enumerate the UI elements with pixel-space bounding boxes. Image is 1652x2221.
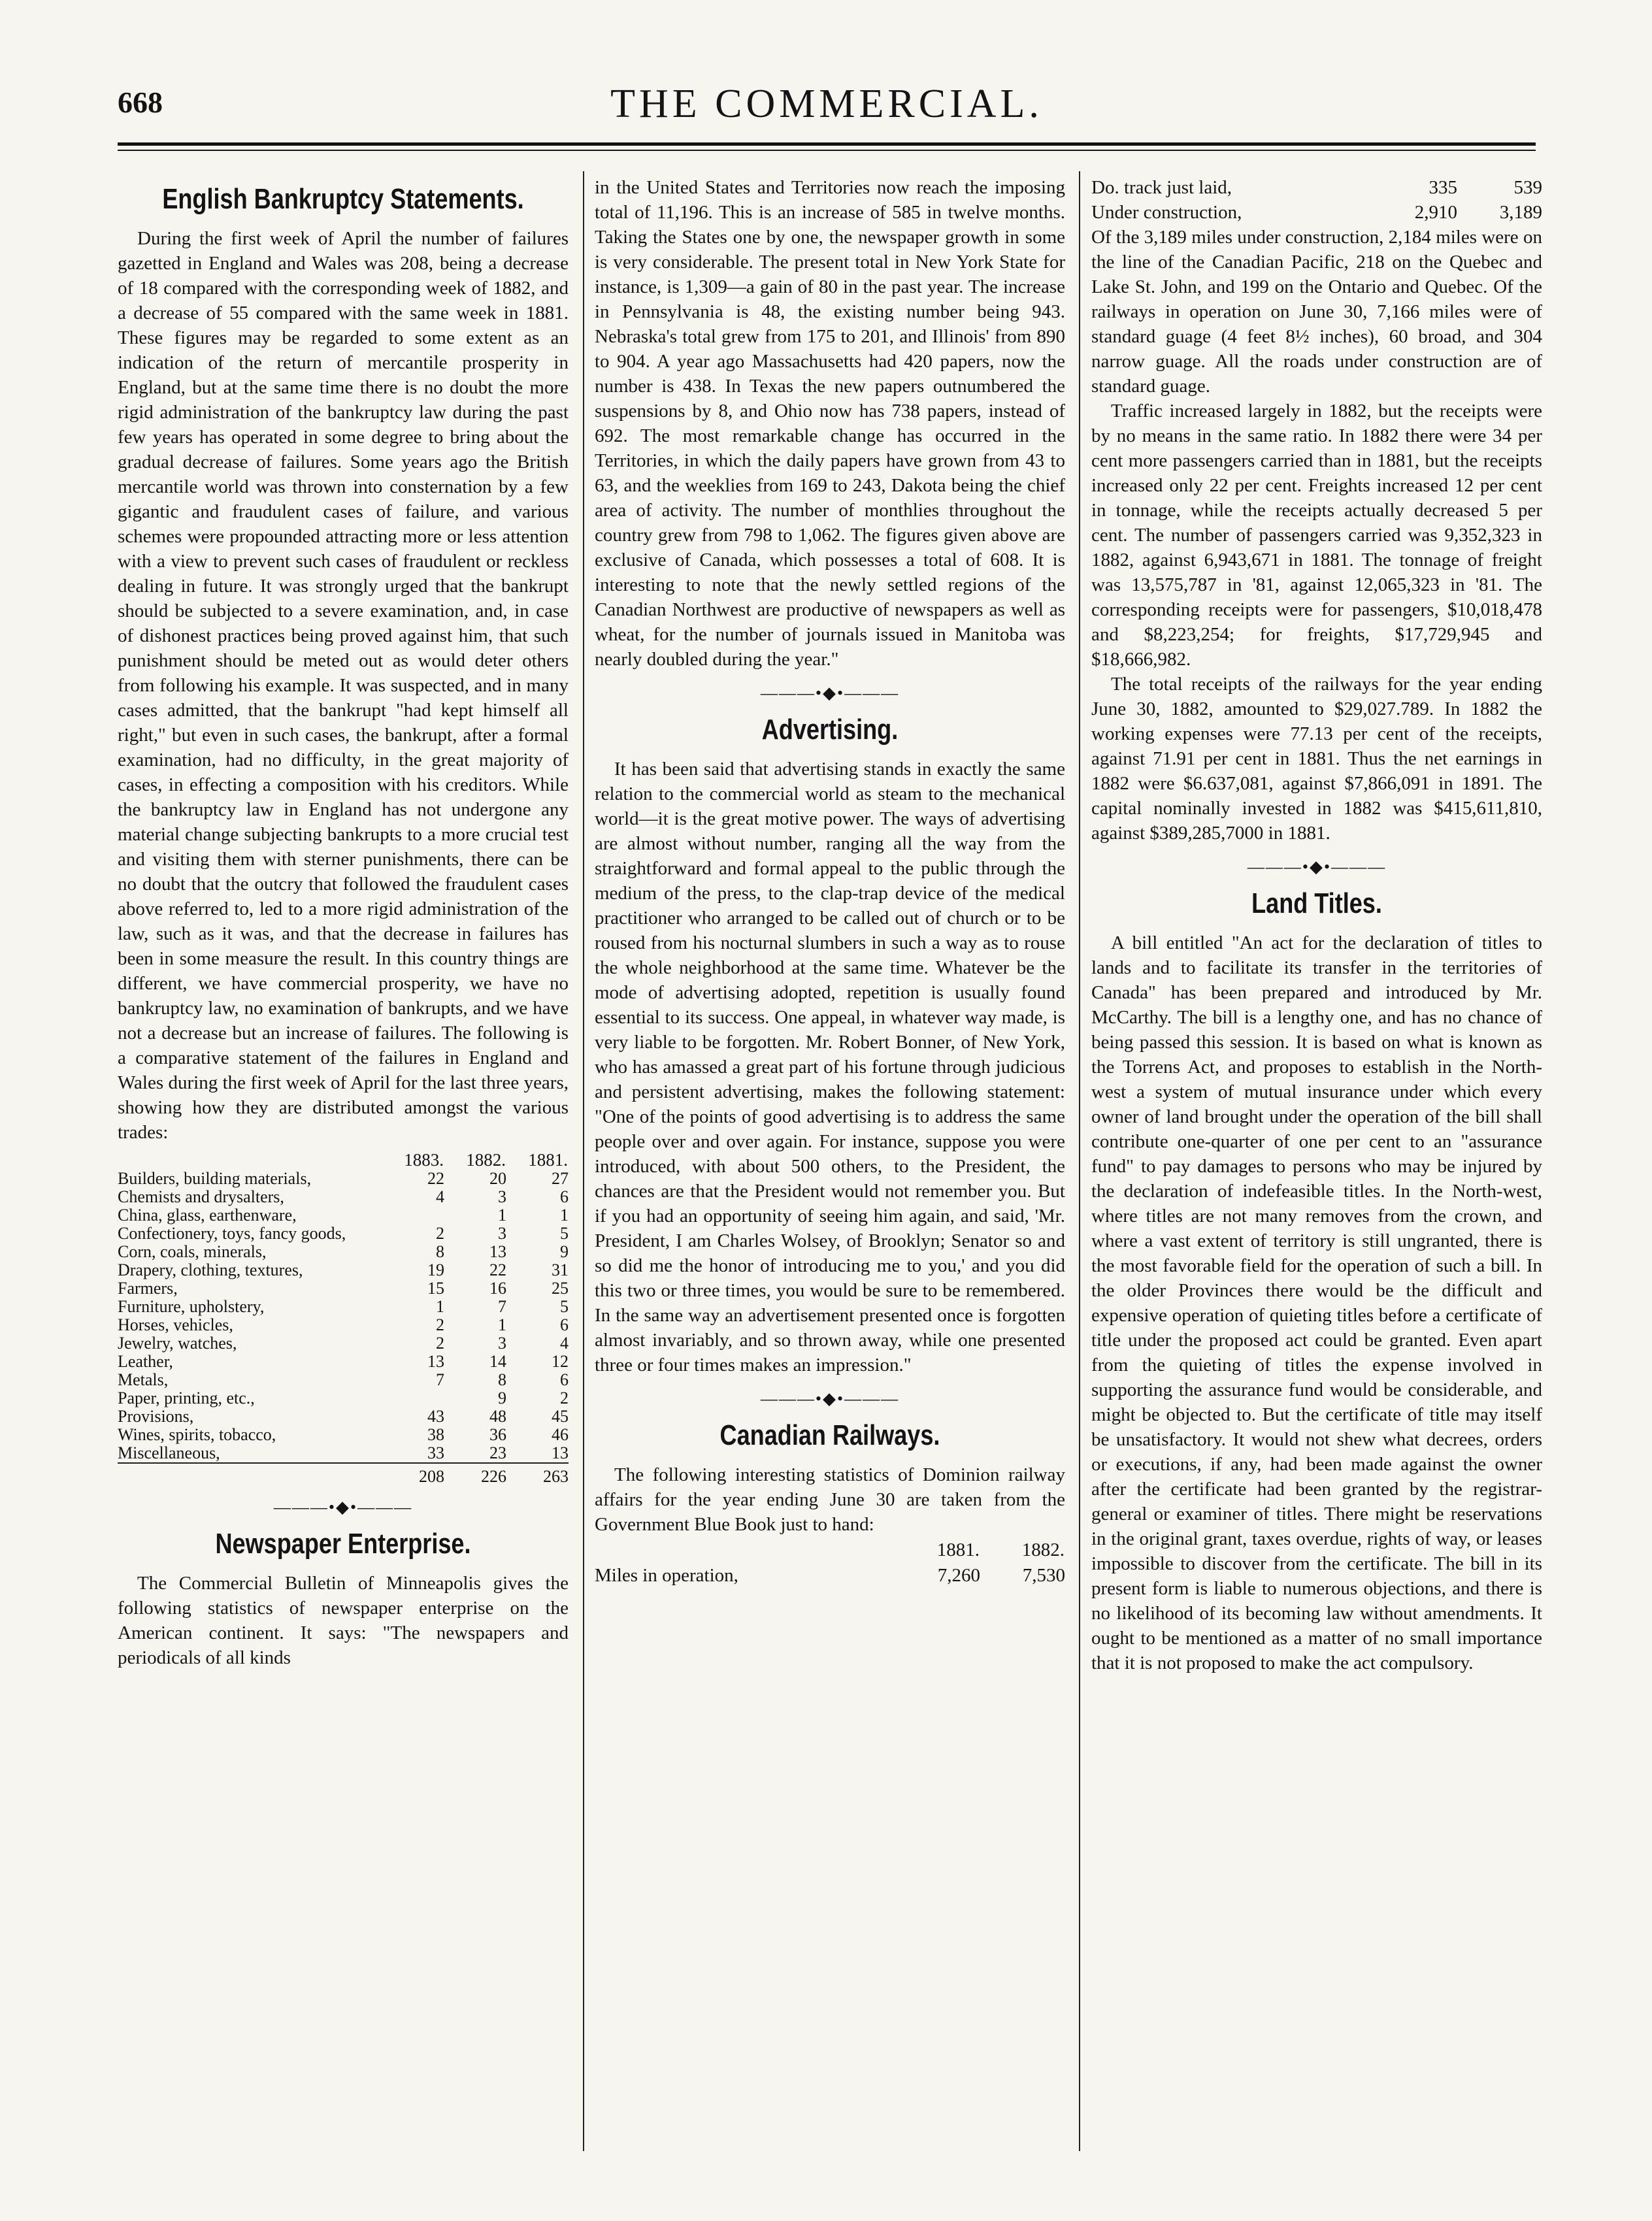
failure-count: 6 [560,1187,569,1206]
trade-name: China, glass, earthenware, [118,1206,297,1225]
trade-name: Paper, printing, etc., [118,1389,255,1407]
newspaper-paragraph-start: The Commercial Bulletin of Minneapolis gives the following statistics of newspaper enterprise on the American continent. It says: "The newspapers and periodicals of all kinds [118,1573,569,1668]
table-row [118,1279,569,1298]
table-row [118,1353,569,1371]
failure-count: 15 [427,1279,444,1298]
total-cell: 226 [444,1463,506,1486]
year-header: 1882. [466,1150,506,1170]
failure-count: 16 [489,1279,506,1298]
failure-count: 13 [489,1242,506,1261]
railway-row-label: Under construction, [1091,202,1242,223]
column-divider-2 [1079,171,1080,2151]
total-cell: 263 [506,1463,569,1486]
newspaper-paragraph-continued: in the United States and Territories now reach the imposing total of 11,196. This is an increase of 585 in twelve months. Taking the States one by one, the newspaper growth in some is very considerable. The present total in New York State for instance, is 1,309—a gain of 80 in the past year. The increase in Pennsylvania is 48, the existing number being 943. Nebraska's total grew from 175 to 201, and Illinois' from 890 to 904. A year ago Massachusetts had 420 papers, now the number is 438. In Texas the new papers outnumbered the suspensions by 8, and Ohio now has 738 papers, instead of 692. The most remarkable change has occurred in the Territories, in which the daily papers have grown from 43 to 63, and the weeklies from 169 to 243, Dakota being the chief area of activity. The number of monthlies throughout the country grew from 798 to 1,062. The figures given above are exclusive of Canada, which possesses a total of 608. It is interesting to note that the newly settled regions of the Canadian Northwest are productive of newspapers as well as wheat, for the number of journals issued in Manitoba was nearly doubled during the year." [595,177,1065,670]
railway-cell: 7,260 [937,1565,980,1586]
year-header: 1881. [936,1539,980,1560]
failure-count: 1 [498,1206,506,1225]
header-rule-thick [118,142,1536,146]
trade-name: Drapery, clothing, textures, [118,1260,303,1279]
railways-paragraph-4: The total receipts of the railways for the year ending June 30, 1882, amounted to $29,027.789. In 1882 the working expenses were 77.13 per cent of the receipts, against 71.91 per cent in 1881. Thus the net earnings in 1882 were $6.637,081, against $7,866,091 in 1891. The capital nominally invested in 1882 was $415,611,810, against $389,285,7000 in 1881. [1091,674,1542,844]
table-row [118,1444,569,1463]
railway-row-label: Miles in operation, [595,1565,738,1586]
column-divider-1 [583,171,584,2151]
failure-count: 3 [498,1334,506,1353]
table-row [118,1225,569,1243]
failure-count: 19 [427,1260,444,1279]
failure-count: 6 [560,1370,569,1389]
failure-count: 13 [552,1443,569,1462]
railway-row [1091,175,1542,200]
trade-name: Miscellaneous, [118,1443,220,1462]
bankruptcy-paragraph: During the first week of April the number of failures gazetted in England and Wales was 208, being a decrease of 18 compared with the corresponding week of 1882, and a decrease of 55 compared with the same week in 1881. These figures may be regarded to some extent as an indication of the return of mercantile prosperity in England, but at the same time there is no doubt the more rigid administration of the bankruptcy law during the past few years has operated in some degree to bring about the gradual decrease of failures. Some years ago the British mercantile world was thrown into consternation by a few gigantic and fraudulent cases of failure, and various schemes were propounded attracting more or less attention with a view to prevent such cases of fraudulent or reckless dealing in future. It was strongly urged that the bankrupt should be subjected to a severe examination, and, in case of dishonest practices being proved against him, that such punishment should be meted out as would deter others from following his example. It was suspected, and in many cases admitted, that the bankrupt "had kept himself all right," but even in such cases, the bankrupt, after a formal examination, had no difficulty, in the great majority of cases, in effecting a composition with his creditors. While the bankruptcy law in England has not undergone any material change subjecting bankrupts to a more crucial test and visiting them with sterner punishments, there can be no doubt that the outcry that followed the fraudulent cases above referred to, led to a more rigid administration of the law, such as it was, and that the decrease in failures has been in some measure the result. In this country things are different, we have commercial prosperity, we have no bankruptcy law, no examination of bankrupts, and we have not a decrease but an increase of failures. The following is a comparative statement of the failures in England and Wales during the first week of April for the last three years, showing how they are distributed amongst the various trades: [118,228,569,1143]
section-ornament: ———•◆•——— [760,683,900,702]
failure-count: 14 [489,1352,506,1371]
failure-count: 36 [489,1425,506,1444]
newspaper-heading: Newspaper Enterprise. [215,1528,471,1560]
failure-count: 9 [498,1389,506,1407]
failure-count: 25 [552,1279,569,1298]
table-row [118,1407,569,1426]
railway-row-label: Do. track just laid, [1091,177,1232,198]
failure-count: 8 [498,1370,506,1389]
failure-count: 33 [427,1443,444,1462]
failure-count: 6 [560,1315,569,1334]
railway-table-header [595,1537,1065,1563]
failure-count: 12 [552,1352,569,1371]
column-2 [595,175,1065,1588]
table-row [118,1188,569,1206]
failure-count: 3 [498,1224,506,1243]
land-titles-paragraph: A bill entitled "An act for the declaration of titles to lands and to facilitate its transfer in the territories of Canada" has been prepared and introduced by Mr. McCarthy. The bill is a lengthy one, and has no chance of being passed this session. It is based on what is known as the Torrens Act, and proposes to establish in the North-west a system of mutual insurance under which every owner of land brought under the operation of the bill shall contribute one-quarter of one per cent to an "assurance fund" to pay damages to persons who may be injured by the declaration of indefeasible titles. In the North-west, where titles are not many removes from the crown, and where a vast extent of territory is still ungranted, there is the most favorable field for the operation of such a bill. In the older Provinces there would be the difficult and expensive operation of quieting titles before a certificate of title under the proposed act could be granted. Even apart from the quieting of titles the expense involved in supporting the assurance fund would be considerable, and might be objected to. But the certificate of title may itself be unsatisfactory. It would not shew what decrees, orders or executions, if any, had been made against the owner after the certificate had been granted by the registrar-general or examiner of titles. There might be reservations in the original grant, taxes overdue, rights of way, or leases impossible to discover from the certificate. The bill in its present form is liable to numerous objections, and there is no likelihood of its becoming law without amendments. It ought to be mentioned as a matter of no small importance that it is not proposed to make the act compulsory. [1091,932,1542,1673]
column-1 [118,175,569,1670]
railways-heading: Canadian Railways. [719,1419,940,1451]
railway-cell: 539 [1513,177,1542,198]
failure-count: 20 [489,1169,506,1188]
total-cell: 208 [382,1463,444,1486]
failures-total-row [118,1463,569,1486]
table-row [118,1243,569,1261]
failures-table [118,1150,569,1486]
table-row [118,1371,569,1389]
railway-cell: 7,530 [1022,1565,1065,1586]
land-titles-heading: Land Titles. [1251,887,1382,919]
section-ornament: ———•◆•——— [273,1498,413,1517]
failure-count: 5 [560,1224,569,1243]
advertising-heading: Advertising. [761,714,899,746]
table-row [118,1426,569,1444]
trade-name: Metals, [118,1370,169,1389]
railway-row [1091,200,1542,225]
table-row [118,1316,569,1334]
section-ornament: ———•◆•——— [760,1389,900,1408]
failure-count: 46 [552,1425,569,1444]
railways-paragraph-3: Traffic increased largely in 1882, but the receipts were by no means in the same ratio. In 1882 there were 34 per cent more passengers carried than in 1881, but the receipts increased only 22 per cent. Freights increased 12 per cent in tonnage, while the receipts actually decreased 5 per cent. The number of passengers carried was 9,352,323 in 1882, against 6,943,671 in 1881. The tonnage of freight was 13,575,787 in '81, against 12,065,323 in '81. The corresponding receipts were for passengers, $10,018,478 and $8,223,254; for freights, $17,729,945 and $18,666,982. [1091,401,1542,670]
trade-name: Horses, vehicles, [118,1315,233,1334]
railway-cell: 335 [1429,177,1457,198]
failure-count: 7 [436,1370,444,1389]
trade-name: Jewelry, watches, [118,1334,237,1353]
year-header: 1883. [404,1150,444,1170]
table-row [118,1334,569,1353]
trade-name: Corn, coals, minerals, [118,1242,267,1261]
failures-table-header [118,1150,569,1170]
failure-count: 2 [436,1334,444,1353]
failure-count: 4 [436,1187,444,1206]
table-row [118,1170,569,1188]
failure-count: 8 [436,1242,444,1261]
page-number: 668 [118,86,163,119]
failure-count: 22 [427,1169,444,1188]
failure-count: 1 [560,1206,569,1225]
failure-count: 2 [436,1224,444,1243]
failure-count: 1 [498,1315,506,1334]
year-header: 1881. [528,1150,568,1170]
failure-count: 38 [427,1425,444,1444]
table-row [118,1206,569,1225]
table-row [118,1261,569,1279]
trade-name: Leather, [118,1352,173,1371]
failure-count: 2 [436,1315,444,1334]
failure-count: 31 [552,1260,569,1279]
failure-count: 9 [560,1242,569,1261]
masthead: THE COMMERCIAL. [610,82,1043,126]
column-3 [1091,175,1542,1675]
failure-count: 2 [560,1389,569,1407]
section-ornament: ———•◆•——— [1247,857,1387,876]
failure-count: 4 [560,1334,569,1353]
failure-count [382,1206,444,1225]
railway-cell: 2,910 [1414,202,1457,223]
failure-count: 5 [560,1297,569,1316]
trade-name: Furniture, upholstery, [118,1297,265,1316]
trade-name: Farmers, [118,1279,178,1298]
table-row [118,1389,569,1407]
failure-count: 27 [552,1169,569,1188]
railway-cell: 3,189 [1499,202,1542,223]
trade-name: Provisions, [118,1407,194,1426]
page-header [118,82,1536,137]
failure-count: 3 [498,1187,506,1206]
failure-count: 13 [427,1352,444,1371]
railway-row [595,1563,1065,1588]
failure-count: 7 [498,1297,506,1316]
railways-paragraph-2: Of the 3,189 miles under construction, 2,184 miles were on the line of the Canadian Pacific, 218 on the Quebec and Lake St. John, and 199 on the Ontario and Quebec. Of the railways in operation on June 30, 7,166 miles were of standard guage (4 feet 8½ inches), 60 broad, and 304 narrow guage. All the roads under construction are of standard guage. [1091,227,1542,397]
year-header: 1882. [1021,1539,1065,1560]
failure-count: 48 [489,1407,506,1426]
railway-table-part-2 [1091,175,1542,225]
failure-count: 23 [489,1443,506,1462]
trade-name: Chemists and drysalters, [118,1187,284,1206]
bankruptcy-heading: English Bankruptcy Statements. [162,183,524,215]
trade-name: Confectionery, toys, fancy goods, [118,1224,346,1243]
railways-intro: The following interesting statistics of Dominion railway affairs for the year ending June 30 are taken from the Government Blue Book just to hand: [595,1464,1065,1535]
failure-count [382,1389,444,1407]
failure-count: 43 [427,1407,444,1426]
failure-count: 1 [436,1297,444,1316]
failure-count: 45 [552,1407,569,1426]
failure-count: 22 [489,1260,506,1279]
advertising-paragraph: It has been said that advertising stands in exactly the same relation to the commercial world as steam to the mechanical world—it is the great motive power. The ways of advertising are almost without number, ranging all the way from the straightforward and formal appeal to the public through the medium of the press, to the clap-trap device of the medical practitioner who arranged to be called out of church or to be roused from his nocturnal slumbers in such a way as to rouse the whole neighborhood at the same time. Whatever be the mode of advertising adopted, repetition is usually found essential to its success. One appeal, in whatever way made, is very liable to be forgotten. Mr. Robert Bonner, of New York, who has amassed a great part of his fortune through judicious and persistent advertising, makes the following statement: "One of the points of good advertising is to address the same people over and over again. For instance, suppose you were introduced, with about 500 others, to the President, the chances are that the President would not remember you. But if you had an opportunity of seeing him again, and said, 'Mr. President, I am Charles Wolsey, of Brooklyn; Senator so and so did me the honor of introducing me to you,' and you did this two or three times, you would be sure to be remembered. In the same way an advertisement presented once is forgotten almost invariably, and so thrown away, while one presented three or four times makes an impression." [595,759,1065,1375]
trade-name: Builders, building materials, [118,1169,312,1188]
railway-table-part-1 [595,1537,1065,1588]
trade-name: Wines, spirits, tobacco, [118,1425,276,1444]
header-rule-thin [118,150,1536,151]
table-row [118,1298,569,1316]
